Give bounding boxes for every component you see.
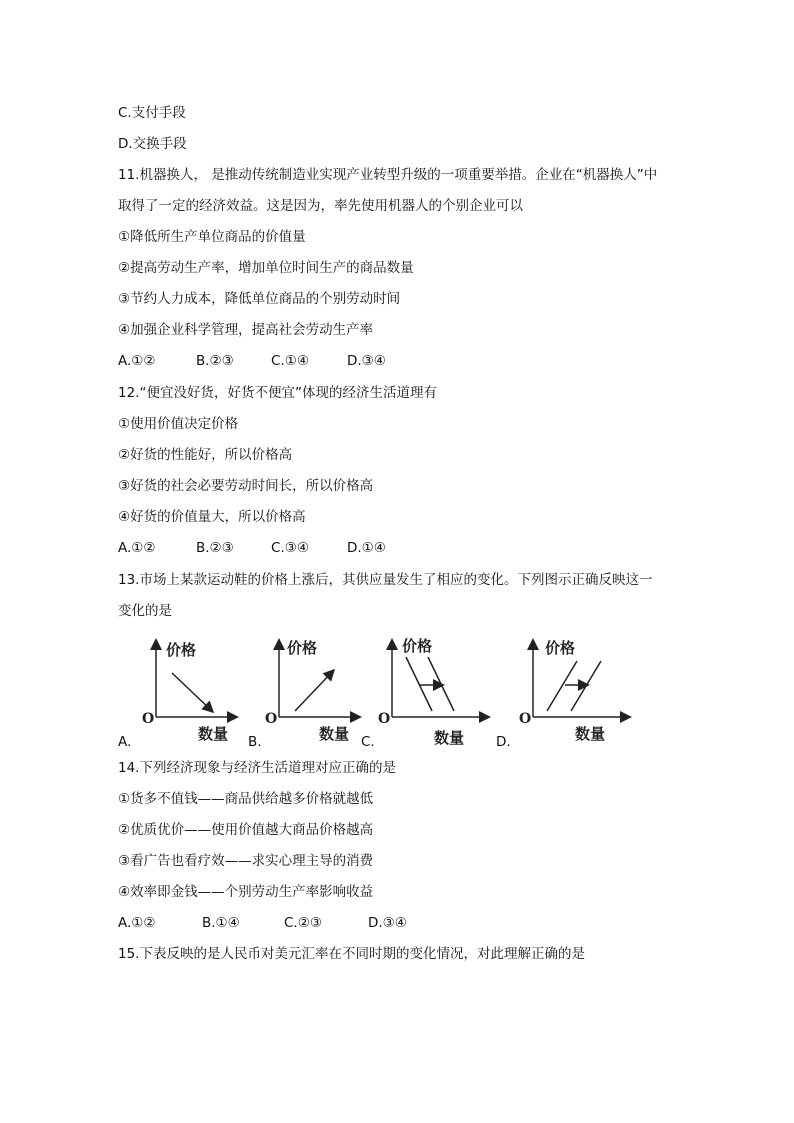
graph-b xyxy=(263,635,383,745)
q11-option-d: D.③④ xyxy=(347,353,386,369)
q14-item-2: ②优质优价——使用价值越大商品价格越高 xyxy=(118,822,374,838)
q11-stem-line1: 11.机器换人， 是推动传统制造业实现产业转型升级的一项重要举措。企业在“机器换人”中 xyxy=(118,167,658,183)
graph-c-x-label: 数量 xyxy=(434,729,465,747)
q14-item-1: ①货多不值钱——商品供给越多价格就越低 xyxy=(118,791,374,807)
q12-stem: 12.“便宜没好货，好货不便宜”体现的经济生活道理有 xyxy=(118,385,437,401)
q12-option-d: D.①④ xyxy=(347,540,386,556)
graph-b-y-label: 价格 xyxy=(287,639,318,657)
graph-b-curve xyxy=(295,671,333,711)
graph-a-y-label: 价格 xyxy=(166,641,197,659)
q14-option-a: A.①② xyxy=(118,915,156,931)
graph-c-label: C. xyxy=(361,734,375,750)
graph-a-label: A. xyxy=(118,734,132,750)
graph-b-x-label: 数量 xyxy=(319,725,350,743)
graph-a xyxy=(140,635,260,745)
q12-item-1: ①使用价值决定价格 xyxy=(118,416,239,432)
graph-d-curve-2 xyxy=(571,661,601,711)
graph-c-y-label: 价格 xyxy=(402,637,433,655)
graph-d-origin: O xyxy=(519,711,532,727)
q11-item-1: ①降低所生产单位商品的价值量 xyxy=(118,229,306,245)
graph-b-origin: O xyxy=(265,711,278,727)
q10-option-d: D.交换手段 xyxy=(118,136,187,152)
q14-stem: 14.下列经济现象与经济生活道理对应正确的是 xyxy=(118,760,396,776)
q12-item-4: ④好货的价值量大，所以价格高 xyxy=(118,509,306,525)
q11-option-c: C.①④ xyxy=(271,353,309,369)
graph-d-y-label: 价格 xyxy=(545,639,576,657)
q15-stem: 15.下表反映的是人民币对美元汇率在不同时期的变化情况，对此理解正确的是 xyxy=(118,946,585,962)
graph-d-x-label: 数量 xyxy=(575,725,606,743)
q12-option-a: A.①② xyxy=(118,540,156,556)
graph-a-x-label: 数量 xyxy=(198,725,229,743)
q11-stem-line2: 取得了一定的经济效益。这是因为，率先使用机器人的个别企业可以 xyxy=(118,198,523,214)
q12-item-3: ③好货的社会必要劳动时间长，所以价格高 xyxy=(118,478,374,494)
q11-option-b: B.②③ xyxy=(196,353,234,369)
q11-item-2: ②提高劳动生产率，增加单位时间生产的商品数量 xyxy=(118,260,414,276)
graph-c xyxy=(376,635,496,745)
q13-stem-line2: 变化的是 xyxy=(118,603,172,619)
q13-stem-line1: 13.市场上某款运动鞋的价格上涨后，其供应量发生了相应的变化。下列图示正确反映这一 xyxy=(118,572,653,588)
q12-item-2: ②好货的性能好，所以价格高 xyxy=(118,447,293,463)
q14-option-c: C.②③ xyxy=(284,915,322,931)
graph-a-curve xyxy=(172,673,212,711)
graph-c-curve-2 xyxy=(428,657,454,711)
q14-option-d: D.③④ xyxy=(368,915,407,931)
graph-b-label: B. xyxy=(248,734,262,750)
q14-item-3: ③看广告也看疗效——求实心理主导的消费 xyxy=(118,853,374,869)
q11-item-4: ④加强企业科学管理，提高社会劳动生产率 xyxy=(118,322,374,338)
graph-d-curve-1 xyxy=(547,661,577,711)
q14-option-b: B.①④ xyxy=(202,915,240,931)
q12-option-b: B.②③ xyxy=(196,540,234,556)
q11-option-a: A.①② xyxy=(118,353,156,369)
graph-d xyxy=(517,635,637,745)
graph-c-curve-1 xyxy=(406,657,432,711)
q12-option-c: C.③④ xyxy=(271,540,309,556)
q14-item-4: ④效率即金钱——个别劳动生产率影响收益 xyxy=(118,884,374,900)
q11-item-3: ③节约人力成本，降低单位商品的个别劳动时间 xyxy=(118,291,401,307)
graph-a-origin: O xyxy=(142,711,155,727)
graph-c-origin: O xyxy=(378,711,391,727)
q10-option-c: C.支付手段 xyxy=(118,105,186,121)
graph-d-label: D. xyxy=(496,734,511,750)
